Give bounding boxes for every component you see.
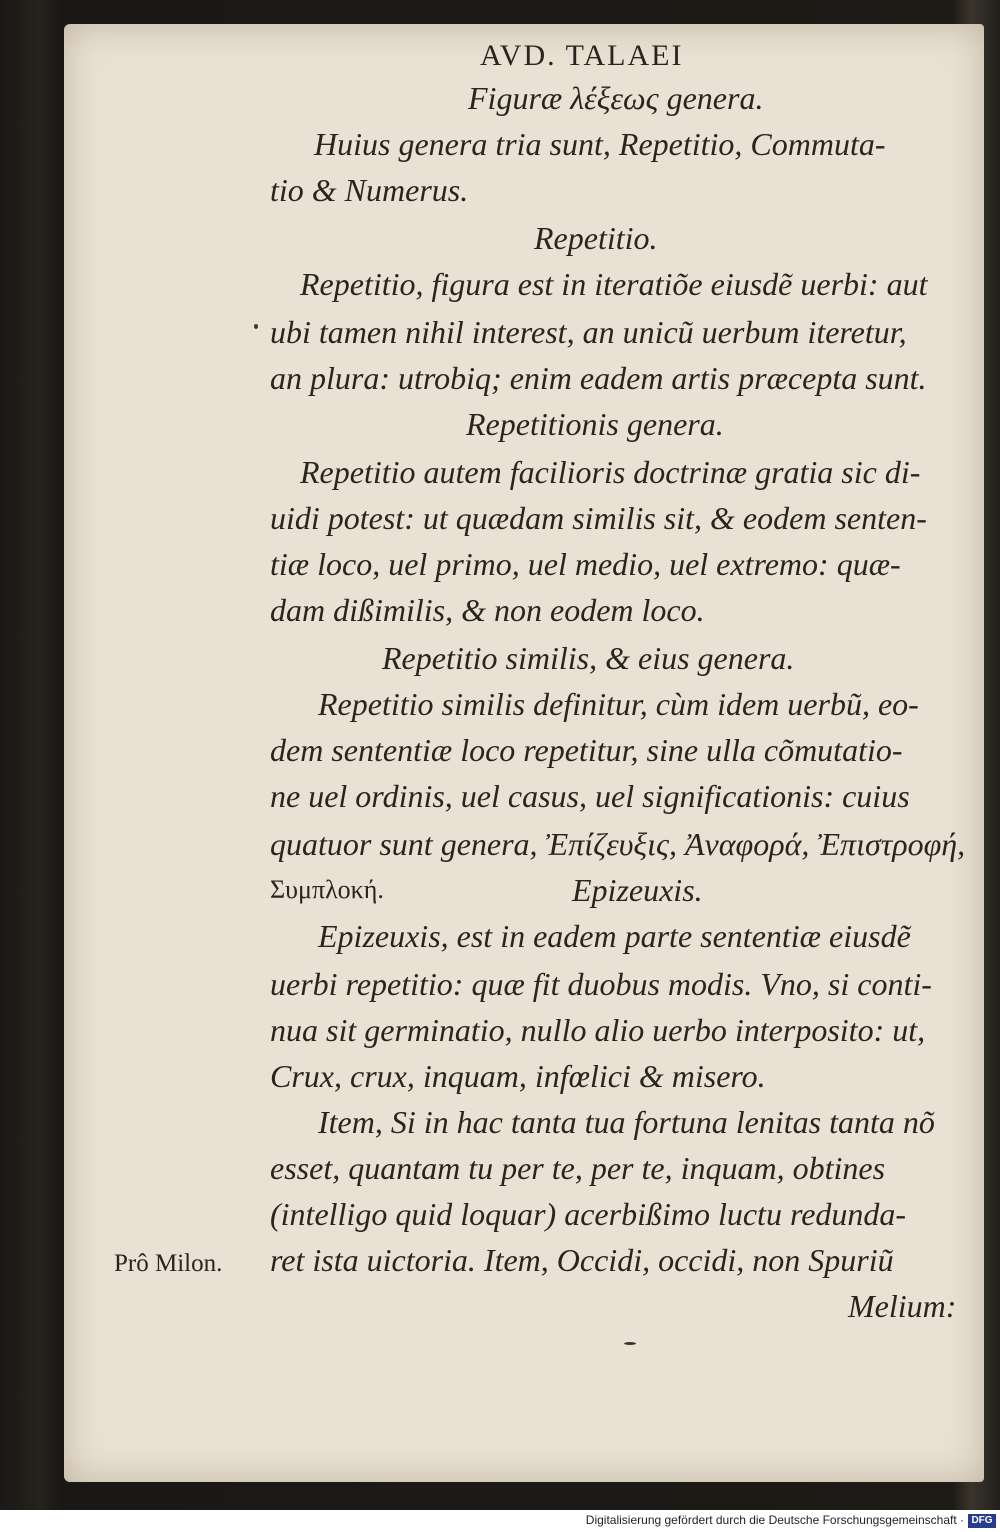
- text-line: Epizeuxis, est in eadem parte sententiæ eiusdẽ: [318, 918, 911, 954]
- heading-epizeuxis: Epizeuxis.: [572, 872, 703, 908]
- text-line: (intelligo quid loquar) acerbißimo luctu redunda-: [270, 1196, 907, 1232]
- text-line: ne uel ordinis, uel casus, uel significationis: cuius: [270, 778, 910, 814]
- text-line: Repetitio similis definitur, cùm idem uerbũ, eo-: [318, 686, 919, 722]
- text-line: Crux, crux, inquam, infœlici & misero.: [270, 1058, 766, 1094]
- text-line: uerbi repetitio: quæ fit duobus modis. Vno, si conti-: [270, 966, 932, 1002]
- dfg-logo: DFG: [968, 1514, 996, 1528]
- heading-repetitio-similis: Repetitio similis, & eius genera.: [382, 640, 795, 676]
- text-line: Item, Si in hac tanta tua fortuna lenitas tanta nõ: [318, 1104, 935, 1140]
- ink-speck: [254, 324, 258, 329]
- text-line: uidi potest: ut quædam similis sit, & eodem senten-: [270, 500, 927, 536]
- text-line: Repetitio autem facilioris doctrinæ gratia sic di-: [300, 454, 921, 490]
- heading-repetitio: Repetitio.: [534, 220, 658, 256]
- text-line: nua sit germinatio, nullo alio uerbo interposito: ut,: [270, 1012, 926, 1048]
- text-line: tio & Numerus.: [270, 172, 469, 208]
- running-head: AVD. TALAEI: [480, 39, 684, 72]
- text-line: dem sententiæ loco repetitur, sine ulla cõmutatio-: [270, 732, 903, 768]
- ink-speck: [624, 1342, 636, 1345]
- book-page: [64, 24, 984, 1482]
- margin-note: Prô Milon.: [114, 1250, 223, 1277]
- footer-credit: Digitalisierung gefördert durch die Deutsche Forschungsgemeinschaft ·: [585, 1513, 964, 1527]
- text-line: Huius genera tria sunt, Repetitio, Commuta-: [314, 126, 886, 162]
- heading-repetitionis-genera: Repetitionis genera.: [466, 406, 724, 442]
- text-line: ubi tamen nihil interest, an unicũ uerbum iteretur,: [270, 314, 907, 350]
- text-line: an plura: utrobiq; enim eadem artis præcepta sunt.: [270, 360, 927, 396]
- text-line: Repetitio, figura est in iteratiõe eiusdẽ uerbi: aut: [300, 266, 928, 302]
- catchword: Melium:: [848, 1288, 957, 1324]
- text-line: ret ista uictoria. Item, Occidi, occidi, non Spuriũ: [270, 1242, 894, 1278]
- text-line: tiæ loco, uel primo, uel medio, uel extremo: quæ-: [270, 546, 901, 582]
- text-line-greek: Συμπλοκή.: [270, 875, 384, 904]
- text-line: dam dißimilis, & non eodem loco.: [270, 592, 705, 628]
- digitization-footer: [0, 1510, 1000, 1532]
- text-line-greek: quatuor sunt genera, Ἐπίζευξις, Ἀναφορά, Ἐπιστροφή,: [270, 826, 966, 862]
- heading-figurae-genera: Figuræ λέξεως genera.: [468, 80, 764, 116]
- text-line: esset, quantam tu per te, per te, inquam, obtines: [270, 1150, 886, 1186]
